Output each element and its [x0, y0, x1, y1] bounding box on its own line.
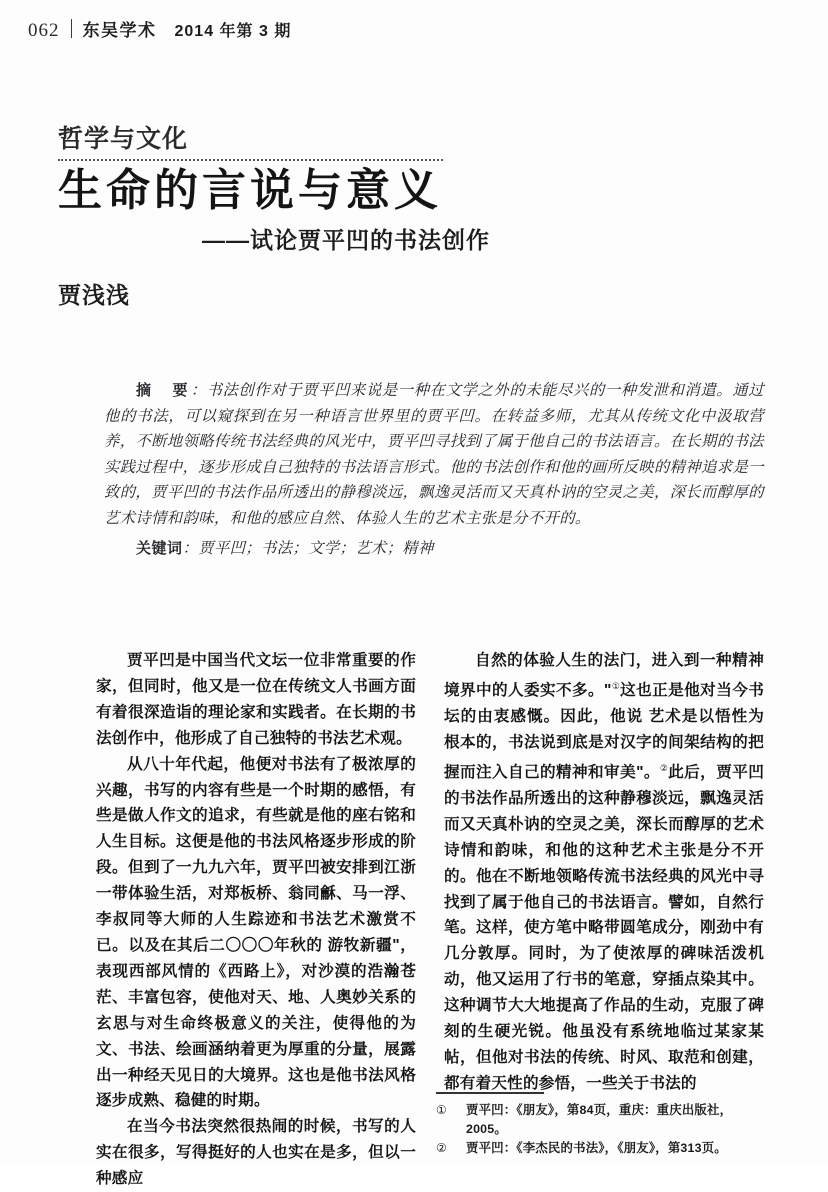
body-paragraph: 在当今书法突然很热闹的时候，书写的人实在很多，写得挺好的人也实在是多，但以一种感应: [96, 1118, 416, 1188]
body-column-left: [96, 648, 416, 1188]
header-divider: [71, 19, 72, 38]
article-author: 贾浅浅: [58, 282, 130, 309]
abstract-label: 摘 要: [136, 382, 191, 399]
footnote-separator-rule: [436, 1092, 544, 1094]
body-column-right: [444, 648, 764, 1092]
abstract-paragraph: [104, 378, 764, 532]
article-title-block: [58, 126, 498, 310]
keywords-separator: ：: [182, 539, 199, 557]
journal-issue: 2014 年第 3 期: [174, 23, 292, 40]
footnote-text: 贾平凹：《李杰民的书法》，《朋友》，第313页。: [466, 1141, 727, 1155]
footnote-text: 贾平凹：《朋友》，第84页，重庆：重庆出版社，2005。: [466, 1103, 733, 1136]
abstract-text: 书法创作对于贾平凹来说是一种在文学之外的未能尽兴的一种发泄和消遣。通过他的书法，可以窥探到在另一种语言世界里的贾平凹。在转益多师，尤其从传统文化中汲取营养，不断地领略传统书法经典的风光中，贾平凹寻找到了属于他自己的书法语言。在长期的书法实践过程中，逐步形成自己独特的书法语言形式。他的书法创作和他的画所反映的精神追求是一致的，贾平凹的书法作品所透出的静穆淡远，飘逸灵活而又天真朴讷的空灵之美，深长而醇厚的艺术诗情和韵味，和他的感应自然、体验人生的艺术主张是分不开的。: [104, 382, 764, 527]
journal-name: 东吴学术: [82, 21, 157, 40]
keywords-text: 贾平凹；书法；文学；艺术；精神: [198, 539, 434, 557]
footnote-marker: ①: [436, 1103, 447, 1117]
footnote-marker: ②: [436, 1141, 447, 1155]
footnote-ref-2[interactable]: ②: [659, 762, 669, 773]
keywords-label: 关键词: [136, 539, 183, 557]
body-paragraph: 从八十年代起，他便对书法有了极浓厚的兴趣，书写的内容有些是一个时期的感悟，有些是做人作文的追求，有些就是他的座右铭和人生目标。这便是他的书法风格逐步形成的阶段。但到了一九九六年，贾平凹被安排到江浙一带体验生活，对郑板桥、翁同龢、马一浮、李叔同等大师的人生踪迹和书法艺术激赏不已。以及在其后二〇〇〇年秋的 游牧新疆"，表现西部风情的《西路上》，对沙漠的浩瀚苍茫、丰富包容，使他对天、地、人奥妙关系的玄思与对生命终极意义的关注，使得他的为文、书法、绘画涵纳着更为厚重的分量，展露出一种经天见日的大境界。这也是他书法风格逐步成熟、稳健的时期。: [96, 755, 416, 1110]
footnote-ref-1[interactable]: ①: [611, 680, 621, 691]
footnote-item: [436, 1139, 766, 1158]
abstract-separator: ：: [190, 382, 207, 399]
body-text-post: 此后，贾平凹的书法作品所透出的这种静穆淡远，飘逸灵活而又天真朴讷的空灵之美，深长而醇厚的艺术诗情和韵味，和他的这种艺术主张是分不开的。他在不断地领略传流书法经典的风光中寻找到了属于他自己的书法语言。譬如，自然行笔。这样，使方笔中略带圆笔成分，刚劲中有几分敦厚。同时，为了使浓厚的碑味活泼机动，他又运用了行书的笔意，穿插点染其中。这种调节大大地提高了作品的生动，克服了碑刻的生硬光锐。他虽没有系统地临过某家某帖，但他对书法的传统、时风、取范和创建，都有着天性的参悟，一些关于书法的: [444, 764, 764, 1092]
category-dotted-rule: [58, 159, 443, 161]
running-header: [28, 16, 291, 42]
article-category: 哲学与文化: [58, 125, 189, 153]
abstract-block: [104, 378, 764, 561]
keywords-paragraph: [104, 536, 764, 562]
body-text-mid: 这也正是他对当今书坛的由衷感慨。因此，他说 艺术是以悟性为根本的，书法说到底是对汉字的间架结构的把握而注入自己的精神和审美"。: [444, 682, 764, 781]
footnote-item: [436, 1101, 766, 1139]
body-paragraph: 贾平凹是中国当代文坛一位非常重要的作家，但同时，他又是一位在传统文人书画方面有着很深造诣的理论家和实践者。在长期的书法创作中，他形成了自己独特的书法艺术观。: [96, 652, 416, 747]
body-text-pre-footnote-1: 自然的体验人生的法门，进入到一种精神境界中的人委实不多。": [444, 652, 764, 700]
footnotes-block: [436, 1092, 766, 1158]
article-subtitle: ——试论贾平凹的书法创作: [202, 227, 490, 254]
body-paragraph: [444, 648, 764, 1097]
page-folio-number: 062: [28, 20, 60, 41]
page-title: 生命的言说与意义: [58, 165, 442, 215]
